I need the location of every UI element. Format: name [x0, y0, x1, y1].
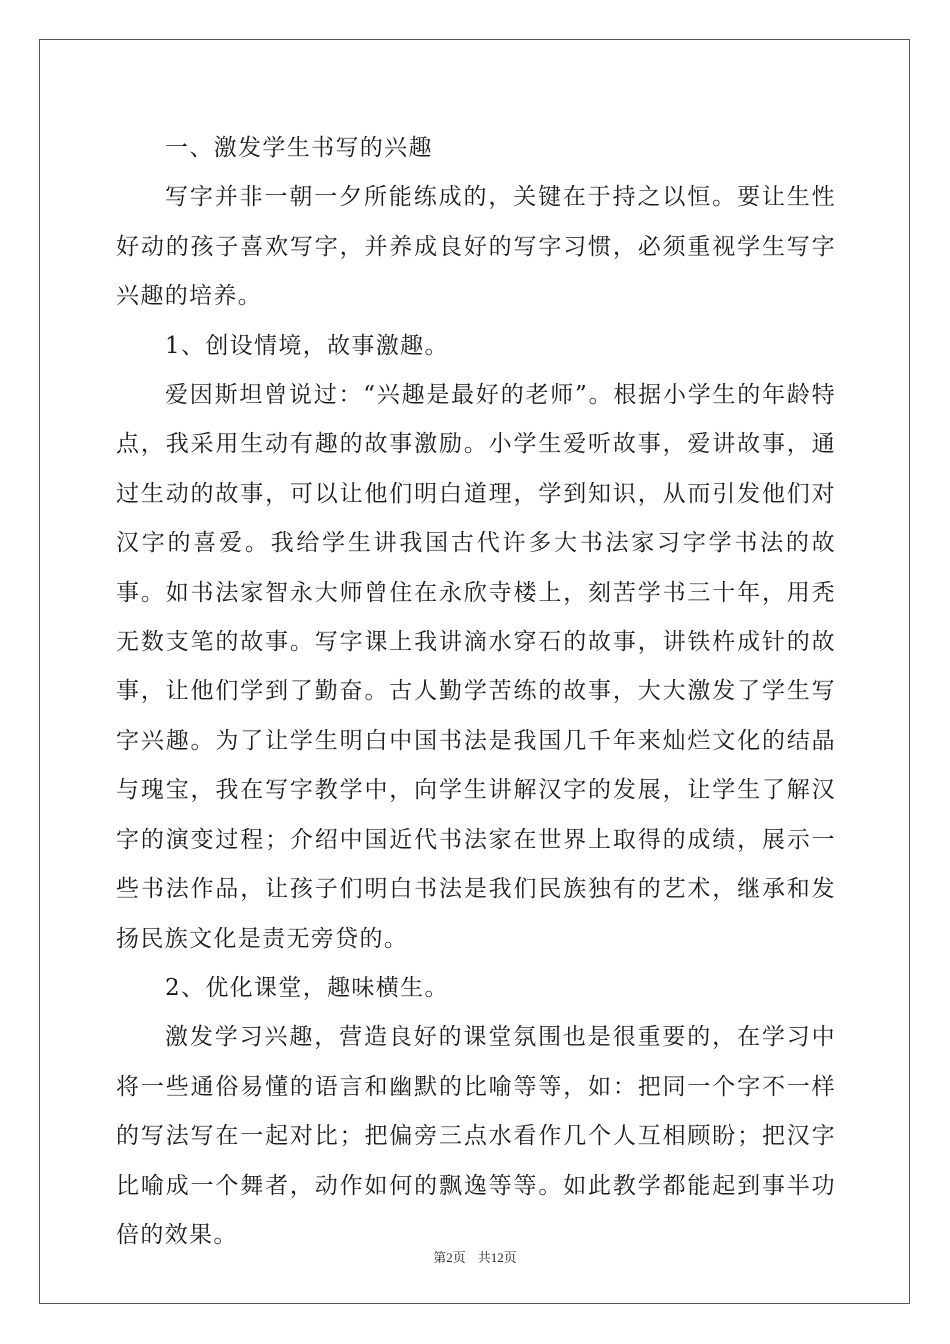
page-number: 第2页 [433, 1250, 466, 1265]
page-footer [0, 1247, 950, 1266]
subheading-1: 1、创设情境，故事激趣。 [165, 332, 449, 359]
page-total: 共12页 [477, 1250, 517, 1265]
paragraph-intro: 写字并非一朝一夕所能练成的，关键在于持之以恒。要让生性好动的孩子喜欢写字，并养成良好的写字习惯，必须重视学生写字兴趣的培养。 [116, 184, 836, 310]
document-body [116, 124, 836, 1260]
subheading-2: 2、优化课堂，趣味横生。 [165, 974, 449, 1001]
paragraph-classroom: 激发学习兴趣，营造良好的课堂氛围也是很重要的，在学习中将一些通俗易懂的语言和幽默的比喻等等，如：把同一个字不一样的写法写在一起对比；把偏旁三点水看作几个人互相顾盼；把汉字比喻成一个舞者，动作如何的飘逸等等。如此教学都能起到事半功倍的效果。 [116, 1024, 836, 1248]
paragraph-story: 爱因斯坦曾说过：“兴趣是最好的老师”。根据小学生的年龄特点，我采用生动有趣的故事激励。小学生爱听故事，爱讲故事，通过生动的故事，可以让他们明白道理，学到知识，从而引发他们对汉字的喜爱。我给学生讲我国古代许多大书法家习字学书法的故事。如书法家智永大师曾住在永欣寺楼上，刻苦学书三十年，用秃无数支笔的故事。写字课上我讲滴水穿石的故事，讲铁杵成针的故事，让他们学到了勤奋。古人勤学苦练的故事，大大激发了学生写字兴趣。为了让学生明白中国书法是我国几千年来灿烂文化的结晶与瑰宝，我在写字教学中，向学生讲解汉字的发展，让学生了解汉字的演变过程；介绍中国近代书法家在世界上取得的成绩，展示一些书法作品，让孩子们明白书法是我们民族独有的艺术，继承和发扬民族文化是责无旁贷的。 [116, 382, 836, 952]
heading-section-1: 一、激发学生书写的兴趣 [165, 135, 433, 161]
